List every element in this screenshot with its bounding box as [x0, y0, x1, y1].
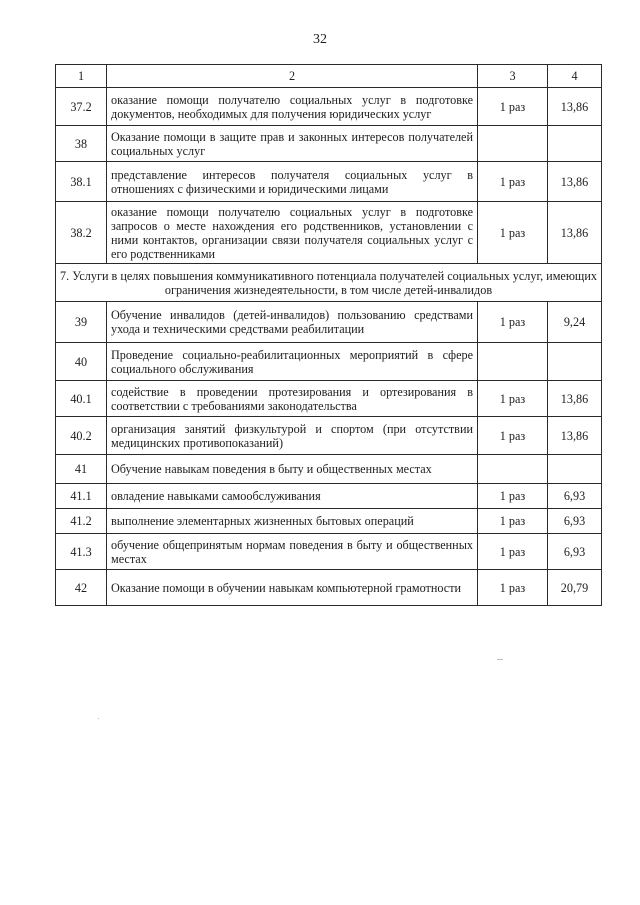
- service-price-cell: 13,86: [548, 88, 602, 126]
- service-unit-cell: 1 раз: [478, 484, 548, 509]
- service-price-cell: 13,86: [548, 202, 602, 264]
- service-number-cell: 38.1: [56, 162, 107, 202]
- header-col-1: 1: [56, 65, 107, 88]
- table-row: [56, 381, 602, 417]
- service-description-cell: оказание помощи получателю социальных услуг в подготовке запросов о месте нахождения его родственников, установлении с ними контактов, организации связи получателя социальных услуг с его родственниками: [107, 202, 478, 264]
- table-row: [56, 509, 602, 534]
- service-unit-cell: 1 раз: [478, 302, 548, 343]
- header-col-3: 3: [478, 65, 548, 88]
- service-unit-cell: [478, 455, 548, 484]
- service-description-cell: представление интересов получателя социальных услуг в отношениях с физическими и юридическими лицами: [107, 162, 478, 202]
- section-heading: 7. Услуги в целях повышения коммуникативного потенциала получателей социальных услуг, имеющих ограничения жизнедеятельности, в том числе детей-инвалидов: [56, 264, 602, 302]
- table-row: [56, 417, 602, 455]
- service-number-cell: 41: [56, 455, 107, 484]
- service-description-cell: Оказание помощи в защите прав и законных интересов получателей социальных услуг: [107, 126, 478, 162]
- service-number-cell: 41.3: [56, 534, 107, 570]
- service-price-cell: [548, 126, 602, 162]
- service-unit-cell: 1 раз: [478, 162, 548, 202]
- service-number-cell: 40.2: [56, 417, 107, 455]
- service-price-cell: 6,93: [548, 509, 602, 534]
- service-price-cell: [548, 455, 602, 484]
- service-number-cell: 41.2: [56, 509, 107, 534]
- service-number-cell: 37.2: [56, 88, 107, 126]
- header-col-4: 4: [548, 65, 602, 88]
- service-description-cell: организация занятий физкультурой и спортом (при отсутствии медицинских противопоказаний): [107, 417, 478, 455]
- service-number-cell: 39: [56, 302, 107, 343]
- service-description-cell: выполнение элементарных жизненных бытовых операций: [107, 509, 478, 534]
- table-header-row: [56, 65, 602, 88]
- service-description-cell: Обучение навыкам поведения в быту и общественных местах: [107, 455, 478, 484]
- services-tariff-table: [55, 64, 602, 606]
- service-price-cell: 13,86: [548, 417, 602, 455]
- service-description-cell: обучение общепринятым нормам поведения в быту и общественных местах: [107, 534, 478, 570]
- table-row: [56, 343, 602, 381]
- table-row: [56, 162, 602, 202]
- service-unit-cell: 1 раз: [478, 570, 548, 606]
- service-price-cell: 20,79: [548, 570, 602, 606]
- scan-speck: [98, 718, 99, 719]
- service-unit-cell: 1 раз: [478, 509, 548, 534]
- table-row: [56, 88, 602, 126]
- service-unit-cell: 1 раз: [478, 88, 548, 126]
- service-number-cell: 38: [56, 126, 107, 162]
- table-row: [56, 484, 602, 509]
- service-description-cell: овладение навыками самообслуживания: [107, 484, 478, 509]
- service-description-cell: Обучение инвалидов (детей-инвалидов) пользованию средствами ухода и техническими средствами реабилитации: [107, 302, 478, 343]
- service-number-cell: 40: [56, 343, 107, 381]
- section-heading-row: [56, 264, 602, 302]
- table-row: [56, 126, 602, 162]
- service-number-cell: 41.1: [56, 484, 107, 509]
- service-description-cell: оказание помощи получателю социальных услуг в подготовке документов, необходимых для получения юридических услуг: [107, 88, 478, 126]
- table-body: [56, 88, 602, 606]
- table-row: [56, 202, 602, 264]
- service-unit-cell: [478, 126, 548, 162]
- service-price-cell: 13,86: [548, 162, 602, 202]
- service-description-cell: содействие в проведении протезирования и ортезирования в соответствии с требованиями законодательства: [107, 381, 478, 417]
- service-description-cell: Оказание помощи в обучении навыкам компьютерной грамотности: [107, 570, 478, 606]
- service-price-cell: 6,93: [548, 534, 602, 570]
- service-price-cell: [548, 343, 602, 381]
- service-unit-cell: 1 раз: [478, 202, 548, 264]
- service-number-cell: 42: [56, 570, 107, 606]
- service-unit-cell: 1 раз: [478, 534, 548, 570]
- header-col-2: 2: [107, 65, 478, 88]
- table-row: [56, 570, 602, 606]
- service-unit-cell: 1 раз: [478, 417, 548, 455]
- service-price-cell: 9,24: [548, 302, 602, 343]
- table-row: [56, 534, 602, 570]
- service-price-cell: 6,93: [548, 484, 602, 509]
- service-number-cell: 38.2: [56, 202, 107, 264]
- service-description-cell: Проведение социально-реабилитационных мероприятий в сфере социального обслуживания: [107, 343, 478, 381]
- table-row: [56, 455, 602, 484]
- service-number-cell: 40.1: [56, 381, 107, 417]
- service-unit-cell: [478, 343, 548, 381]
- scan-speck: [497, 659, 503, 660]
- service-unit-cell: 1 раз: [478, 381, 548, 417]
- table-row: [56, 302, 602, 343]
- service-price-cell: 13,86: [548, 381, 602, 417]
- page-number: 32: [313, 32, 327, 47]
